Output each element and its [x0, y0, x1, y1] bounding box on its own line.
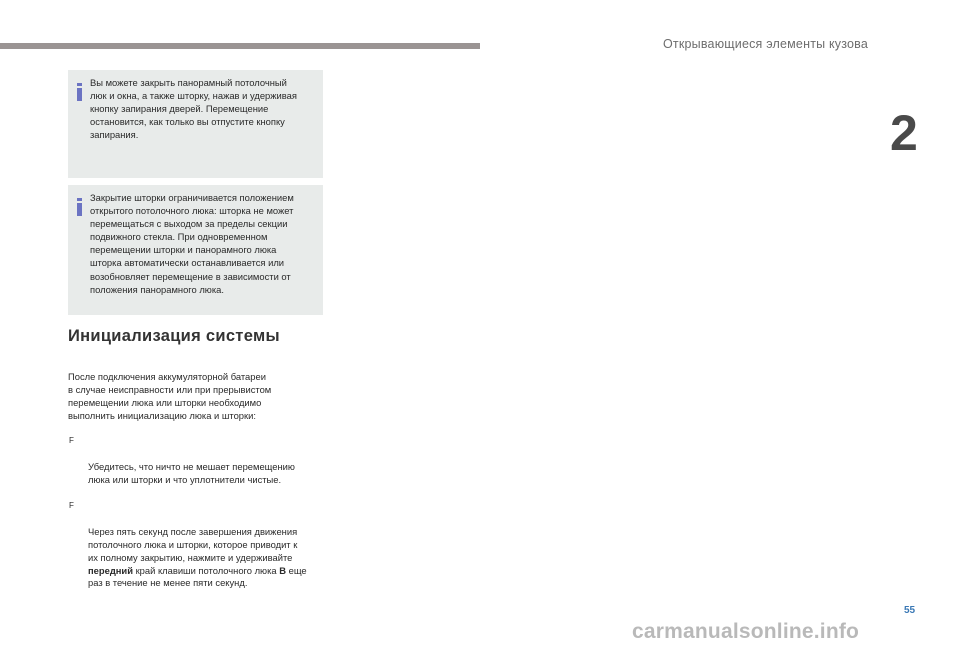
- info-note-text: Закрытие шторки ограничивается положением открытого потолочного люка: шторка не может перемещаться с выходом за пределы секции подвижного стекла. При одновременном перемещении шторки и панорамного люка шторка автоматически останавливается или возобновляет перемещение в зависимости от положения панорамного люка.: [90, 192, 294, 295]
- list-item: [68, 500, 328, 590]
- chapter-number: 2: [890, 105, 918, 161]
- section-heading: Инициализация системы: [68, 327, 280, 345]
- info-note-1: [68, 70, 323, 178]
- body-text: [68, 358, 328, 603]
- header-rule: [0, 43, 480, 49]
- info-icon: [77, 83, 82, 101]
- info-note-text: Вы можете закрыть панорамный потолочный люк и окна, а также шторку, нажав и удерживая кнопку запирания дверей. Перемещение остановится, как только вы отпустите кнопку запирания.: [90, 77, 297, 141]
- bold-label: B: [279, 564, 286, 576]
- info-icon: [77, 198, 82, 216]
- intro-paragraph: После подключения аккумуляторной батареи в случае неисправности или при прерывистом перемещении люка или шторки необходимо выполнить инициализацию люка и шторки:: [68, 370, 272, 421]
- info-note-2: [68, 185, 323, 315]
- bold-term: передний: [88, 564, 133, 576]
- section-title: Открывающиеся элементы кузова: [663, 37, 869, 51]
- list-item-text: Через пять секунд после завершения движения потолочного люка и шторки, которое приводит к их полному закрытию, нажмите и удерживайте передний край клавиши потолочного люка B еще раз в течение не менее пяти секунд.: [88, 525, 307, 589]
- bullet-arrow-icon: F: [69, 436, 74, 446]
- bullet-arrow-icon: F: [69, 500, 74, 510]
- list-item-text: Убедитесь, что ничто не мешает перемещению люка или шторки и что уплотнители чистые.: [88, 461, 295, 486]
- list-item: [68, 435, 328, 487]
- page-number: 55: [904, 605, 916, 616]
- watermark: carmanualsonline.info: [632, 620, 860, 643]
